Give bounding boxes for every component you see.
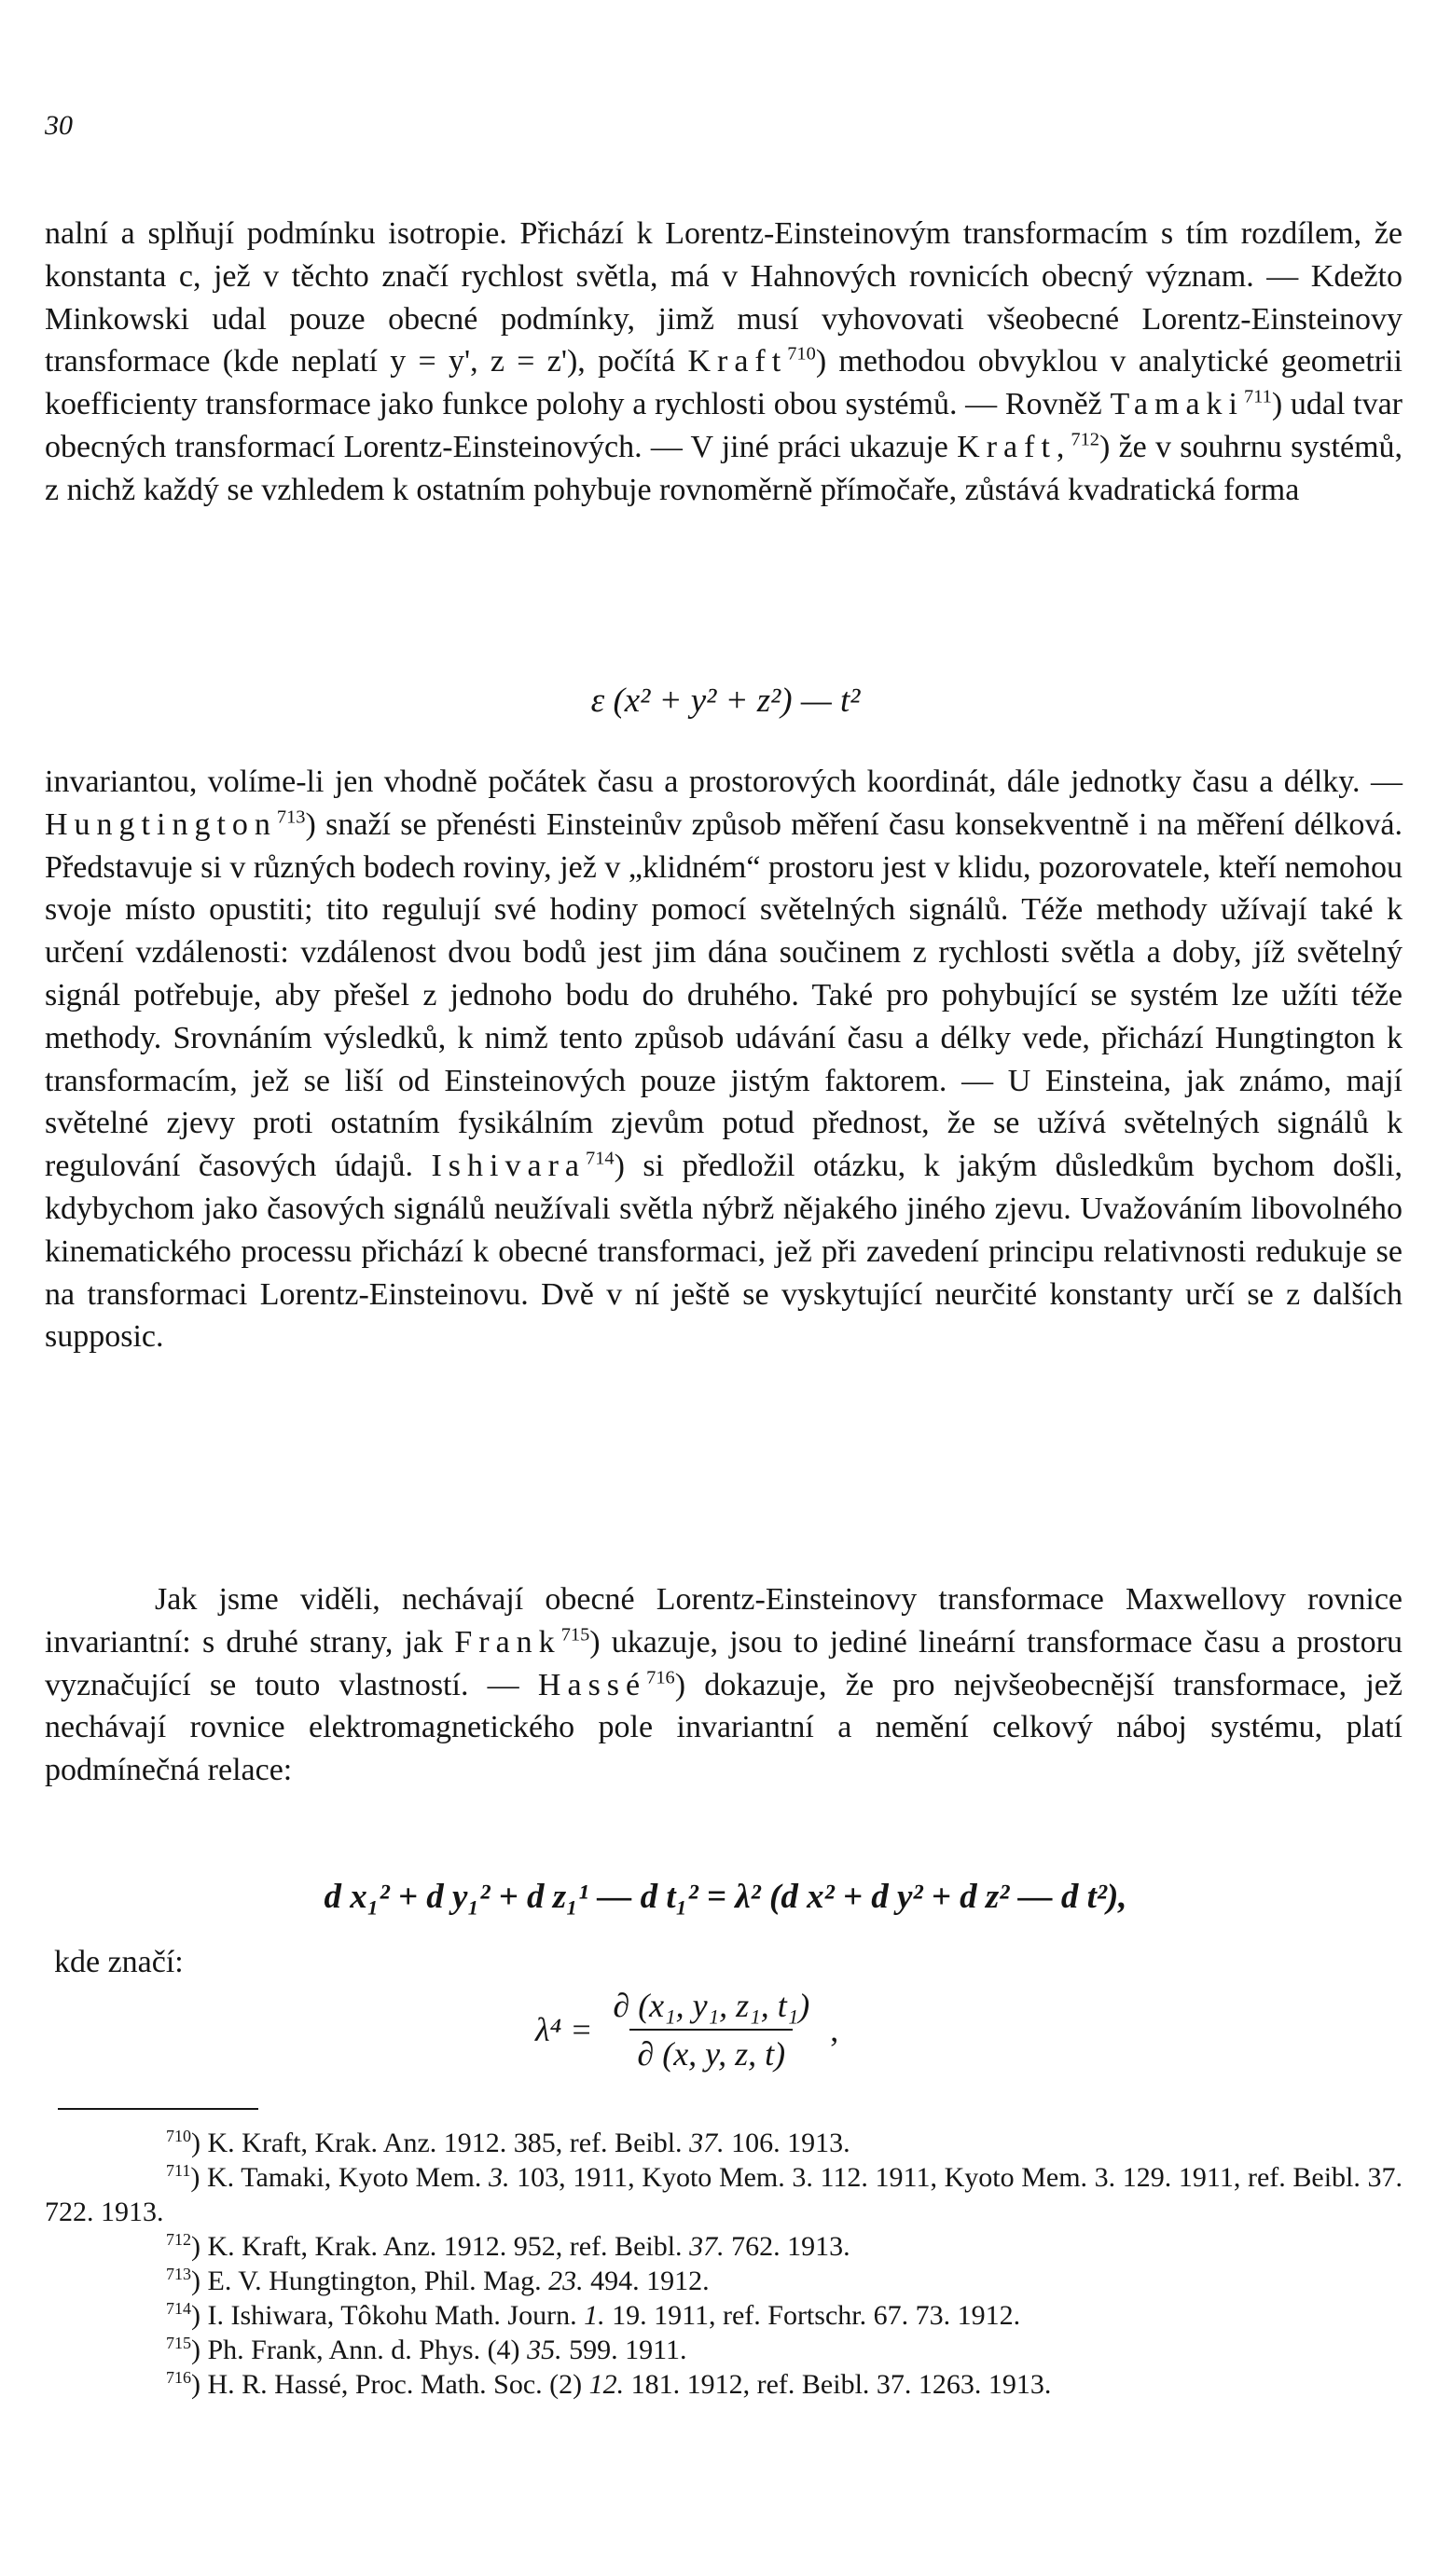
- footnote: $^{714}$) I. Ishiwara, Tôkohu Math. Journ. 1. 19. 1911, ref. Fortschr. 67. 73. 1912.: [166, 2299, 1021, 2331]
- footnote-ref: 714: [586, 1148, 615, 1169]
- page-number: 30: [45, 110, 73, 141]
- footnote-number: 713: [166, 2265, 191, 2283]
- footnote-ref: 712: [1071, 429, 1099, 450]
- footnote-author: K. Kraft,: [207, 2231, 308, 2262]
- footnote-number: 716: [166, 2368, 191, 2387]
- footnote-ref: 711: [1243, 386, 1272, 407]
- footnote-source: Ann. d. Phys. (4): [328, 2335, 520, 2365]
- equation-comma: ,: [830, 2011, 839, 2048]
- fraction: [605, 1986, 817, 2073]
- footnote-rest: 106. 1913.: [731, 2128, 850, 2158]
- footnote: $^{710}$) K. Kraft, Krak. Anz. 1912. 385, ref. Beibl. 37. 106. 1913.: [166, 2127, 850, 2158]
- footnote-volume: 12.: [588, 2369, 625, 2400]
- footnote-volume: 3.: [489, 2162, 510, 2193]
- footnote-divider: [58, 2108, 258, 2110]
- footnote-ref: 713: [276, 806, 306, 828]
- footnote-author: I. Ishiwara,: [207, 2300, 335, 2331]
- footnote-source: Krak. Anz. 1912. 385, ref. Beibl.: [314, 2128, 683, 2158]
- fraction-denominator: ∂ (x, y, z, t): [629, 2029, 793, 2073]
- footnote-source: Kyoto Mem.: [338, 2162, 482, 2193]
- footnote-rest: 762. 1913.: [731, 2231, 850, 2262]
- equation-quadratic-form: ε (x² + y² + z²) — t²: [590, 682, 861, 720]
- author-name: Frank: [454, 1624, 561, 1660]
- paragraph-text: ) methodou obvyklou v analytické geometrii koefficienty transformace jako funkce polohy a rychlosti obou systémů. — Rovněž: [45, 344, 1403, 422]
- footnote-number: 714: [166, 2299, 191, 2318]
- kde-znaci-label: kde značí:: [54, 1945, 184, 1979]
- author-name: Kraft: [687, 344, 788, 379]
- footnote-number: 715: [166, 2334, 191, 2352]
- paragraph-1: [45, 213, 1403, 512]
- paragraph-text: nalní a splňují podmínku isotropie. Přichází k Lorentz-Einsteinovým transformacím s tím rozdílem, že konstanta c, jež v těchto značí rychlost světla, má v Hahnových rovnicích obecný význam. — Kdežto Minkowski udal pouze obecné podmínky, jimž musí vyhovovati všeobecné Lorentz-Einsteinovy transformace (kde neplatí y = y', z = z'), počítá: [45, 216, 1403, 379]
- author-name: Hungtington: [45, 806, 277, 842]
- paragraph-text: Jak jsme viděli, nechávají obecné Lorentz-Einsteinovy transformace Maxwellovy rovnice invariantní: s druhé strany, jak: [45, 1582, 1403, 1660]
- footnote-ref: 716: [646, 1667, 675, 1688]
- footnote-source: Tôkohu Math. Journ.: [340, 2300, 577, 2331]
- author-name: Kraft,: [957, 429, 1071, 464]
- footnote: $^{716}$) H. R. Hassé, Proc. Math. Soc. (2) 12. 181. 1912, ref. Beibl. 37. 1263. 1913.: [166, 2368, 1052, 2400]
- footnote-source: Proc. Math. Soc. (2): [354, 2369, 583, 2400]
- author-name: Ishivara: [431, 1149, 586, 1184]
- footnote: $^{712}$) K. Kraft, Krak. Anz. 1912. 952, ref. Beibl. 37. 762. 1913.: [166, 2230, 850, 2262]
- footnote-volume: 23.: [548, 2266, 584, 2296]
- paragraph-2: [45, 761, 1403, 1358]
- fraction-numerator: ∂ (x₁, y₁, z₁, t₁): [613, 1987, 810, 2024]
- equation-jacobian: [535, 1986, 838, 2073]
- paragraph-text: invariantou, volíme-li jen vhodně počátek času a prostorových koordinát, dále jednotky času a délky. —: [45, 765, 1403, 799]
- footnote-rest: 103, 1911, Kyoto Mem. 3. 112. 1911, Kyoto Mem. 3. 129. 1911, ref. Beibl. 37. 722. 1913.: [45, 2162, 1403, 2227]
- footnote-ref: 710: [787, 344, 816, 365]
- jacobian-lhs: λ⁴ =: [535, 2011, 593, 2048]
- paragraph-text: ) snaží se přenésti Einsteinův způsob měření času konsekventně i na měření délková. Představuje si v různých bodech roviny, jež v „klidném“ prostoru jest v klidu, pozorovatele, kteří nemohou svoje místo opustiti; tito regulují své hodiny pomocí světelných signálů. Téže methody užívají také k určení vzdálenosti: vzdálenost dvou bodů jest jim dána součinem z rychlosti světla a doby, jíž světelný signál potřebuje, aby přešel z jednoho bodu do druhého. Také pro pohybující se systém lze užíti téže methody. Srovnáním výsledků, k nimž tento způsob udávání času a délky vede, přichází Hungtington k transformacím, jež se liší od Einsteinových pouze jistým faktorem. — U Einsteina, jak známo, mají světelné zjevy proti ostatním fysikálním zjevům potud přednost, že se užívá světelných signálů k regulování časových údajů.: [45, 806, 1403, 1184]
- footnote-rest: 19. 1911, ref. Fortschr. 67. 73. 1912.: [612, 2300, 1021, 2331]
- footnote-author: Ph. Frank,: [207, 2335, 324, 2365]
- footnote-author: H. R. Hassé,: [207, 2369, 349, 2400]
- footnote-volume: 37.: [689, 2128, 725, 2158]
- author-name: Tamaki: [1110, 387, 1244, 422]
- footnote-source: Phil. Mag.: [423, 2266, 542, 2296]
- footnote-author: E. V. Hungtington,: [207, 2266, 418, 2296]
- footnote-rest: 181. 1912, ref. Beibl. 37. 1263. 1913.: [630, 2369, 1052, 2400]
- paragraph-text: ) ukazuje, jsou to jediné lineární transformace času a prostoru vyznačující se touto vlastností. —: [45, 1624, 1403, 1702]
- paragraph-text: ) dokazuje, že pro nejvšeobecnější transformace, jež nechávají rovnice elektromagnetického pole invariantní a nemění celkový náboj systému, platí podmínečná relace:: [45, 1667, 1403, 1788]
- footnote-number: 710: [166, 2127, 191, 2145]
- footnote-rest: 599. 1911.: [569, 2335, 687, 2365]
- footnote: $^{713}$) E. V. Hungtington, Phil. Mag. 23. 494. 1912.: [166, 2265, 710, 2296]
- footnote-volume: 1.: [584, 2300, 605, 2331]
- footnote-author: K. Tamaki,: [206, 2162, 332, 2193]
- footnote-ref: 715: [560, 1624, 590, 1646]
- paragraph-text: ) že v souhrnu systémů, z nichž každý se vzhledem k ostatním pohybuje rovnoměrně přímočaře, zůstává kvadratická forma: [45, 429, 1403, 507]
- paragraph-text: ) si předložil otázku, k jakým důsledkům bychom došli, kdybychom jako časových signálů neužívali světla nýbrž nějakého jiného zjevu. Uvažováním libovolného kinematického processu přichází k obecné transformaci, jež při zavedení principu relativnosti redukuje se na transformaci Lorentz-Einsteinovu. Dvě v ní ještě se vyskytující neurčité konstanty určí se z dalších supposic.: [45, 1149, 1403, 1355]
- equation-relation: d x₁² + d y₁² + d z₁¹ — d t₁² = λ² (d x² + d y² + d z² — d t²),: [324, 1878, 1127, 1916]
- author-name: Hassé: [537, 1667, 647, 1702]
- footnote-volume: 35.: [527, 2335, 562, 2365]
- paragraph-text: ) udal tvar obecných transformací Lorentz-Einsteinových. — V jiné práci ukazuje: [45, 387, 1403, 464]
- footnote-author: K. Kraft,: [207, 2128, 308, 2158]
- footnote-number: 711: [166, 2161, 191, 2180]
- footnote-number: 712: [166, 2230, 191, 2249]
- footnote: $^{715}$) Ph. Frank, Ann. d. Phys. (4) 35. 599. 1911.: [166, 2334, 687, 2365]
- footnote-source: Krak. Anz. 1912. 952, ref. Beibl.: [314, 2231, 683, 2262]
- footnotes: [45, 2126, 1403, 2402]
- paragraph-3: [45, 1578, 1403, 1792]
- footnote: $^{711}$) K. Tamaki, Kyoto Mem. 3. 103, 1911, Kyoto Mem. 3. 112. 1911, Kyoto Mem. 3. 129. 1911, ref. Beibl. 37. 722. 1913.: [45, 2161, 1403, 2227]
- footnote-rest: 494. 1912.: [590, 2266, 710, 2296]
- footnote-volume: 37.: [689, 2231, 725, 2262]
